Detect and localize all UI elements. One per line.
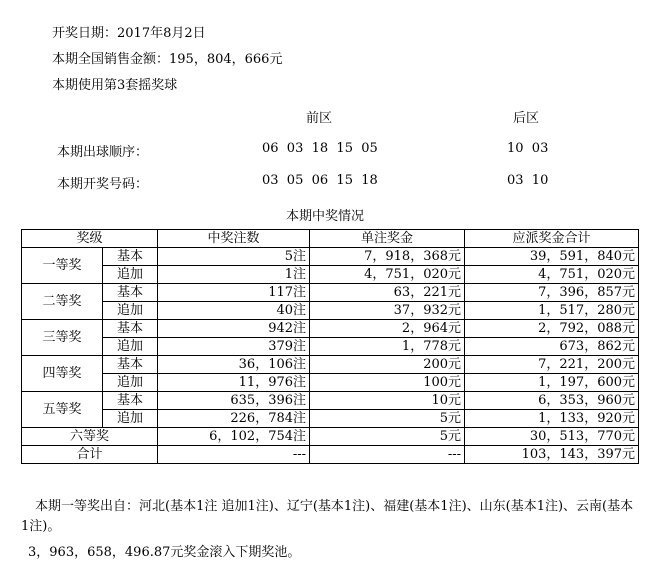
total-prize: 1，517，280元 (465, 302, 639, 320)
total-prize: 4，751，020元 (465, 266, 639, 284)
unit-prize: 1，778元 (310, 338, 465, 356)
win-count: 36，106注 (158, 356, 310, 374)
win-count: 40注 (158, 302, 310, 320)
total-prize: 7，396，857元 (465, 284, 639, 302)
total-prize: 30，513，770元 (465, 428, 639, 446)
table-row-sixth (22, 428, 639, 446)
jackpot-pool: 3，963，658，496.87元奖金滚入下期奖池。 (28, 545, 301, 560)
total-label: 合计 (22, 446, 158, 464)
back-zone-label: 后区 (513, 111, 540, 126)
win-count: 226，784注 (158, 410, 310, 428)
first-prize-winners-note: 本期一等奖出自：河北(基本1注 追加1注)、辽宁(基本1注)、福建(基本1注)、山东(基本1注)、云南(基本1注)。 (21, 499, 634, 534)
draw-date: 开奖日期：2017年8月2日 (52, 26, 206, 41)
header-level: 奖级 (22, 230, 158, 248)
total-prize: 7，221，200元 (465, 356, 639, 374)
sales-amount: 本期全国销售金额：195，804，666元 (52, 52, 283, 67)
prize-sub: 追加 (103, 374, 158, 392)
order-front-numbers: 06 03 18 15 05 (262, 141, 378, 156)
table-row (22, 302, 639, 320)
prize-sub: 基本 (103, 356, 158, 374)
table-row (22, 284, 639, 302)
prize-sub: 追加 (103, 302, 158, 320)
win-count: 117注 (158, 284, 310, 302)
table-row (22, 392, 639, 410)
table-row (22, 248, 639, 266)
result-front-numbers: 03 05 06 15 18 (262, 173, 378, 188)
prize-level: 二等奖 (22, 284, 103, 320)
prize-level: 四等奖 (22, 356, 103, 392)
win-count: --- (158, 446, 310, 464)
total-prize: 2，792，088元 (465, 320, 639, 338)
table-row (22, 266, 639, 284)
ball-set: 本期使用第3套摇奖球 (52, 78, 178, 93)
prize-sub: 追加 (103, 410, 158, 428)
prize-sub: 追加 (103, 338, 158, 356)
order-back-numbers: 10 03 (507, 141, 549, 156)
table-row (22, 356, 639, 374)
table-row (22, 338, 639, 356)
unit-prize: 4，751，020元 (310, 266, 465, 284)
total-prize: 1，133，920元 (465, 410, 639, 428)
unit-prize: 200元 (310, 356, 465, 374)
total-prize: 6，353，960元 (465, 392, 639, 410)
prize-level: 五等奖 (22, 392, 103, 428)
win-count: 635，396注 (158, 392, 310, 410)
order-label: 本期出球顺序： (57, 145, 149, 160)
prize-level: 六等奖 (22, 428, 158, 446)
win-count: 6，102，754注 (158, 428, 310, 446)
table-row-total (22, 446, 639, 464)
unit-prize: 5元 (310, 428, 465, 446)
win-count: 942注 (158, 320, 310, 338)
prize-level: 一等奖 (22, 248, 103, 284)
win-count: 5注 (158, 248, 310, 266)
header-count: 中奖注数 (158, 230, 310, 248)
win-count: 11，976注 (158, 374, 310, 392)
total-prize: 103，143，397元 (465, 446, 639, 464)
unit-prize: 100元 (310, 374, 465, 392)
prize-level: 三等奖 (22, 320, 103, 356)
unit-prize: 37，932元 (310, 302, 465, 320)
prize-table (21, 229, 639, 464)
prize-sub: 基本 (103, 320, 158, 338)
total-prize: 673，862元 (465, 338, 639, 356)
table-row (22, 374, 639, 392)
unit-prize: 2，964元 (310, 320, 465, 338)
table-header-row (22, 230, 639, 248)
win-count: 1注 (158, 266, 310, 284)
total-prize: 39，591，840元 (465, 248, 639, 266)
unit-prize: --- (310, 446, 465, 464)
win-count: 379注 (158, 338, 310, 356)
unit-prize: 10元 (310, 392, 465, 410)
prize-sub: 基本 (103, 248, 158, 266)
result-back-numbers: 03 10 (507, 173, 549, 188)
header-prize: 单注奖金 (310, 230, 465, 248)
prize-sub: 基本 (103, 284, 158, 302)
header-total: 应派奖金合计 (465, 230, 639, 248)
front-zone-label: 前区 (306, 111, 333, 126)
unit-prize: 63，221元 (310, 284, 465, 302)
table-title: 本期中奖情况 (285, 209, 364, 224)
result-label: 本期开奖号码： (57, 177, 149, 192)
unit-prize: 5元 (310, 410, 465, 428)
total-prize: 1，197，600元 (465, 374, 639, 392)
prize-sub: 追加 (103, 266, 158, 284)
table-row (22, 410, 639, 428)
table-row (22, 320, 639, 338)
unit-prize: 7，918，368元 (310, 248, 465, 266)
prize-sub: 基本 (103, 392, 158, 410)
